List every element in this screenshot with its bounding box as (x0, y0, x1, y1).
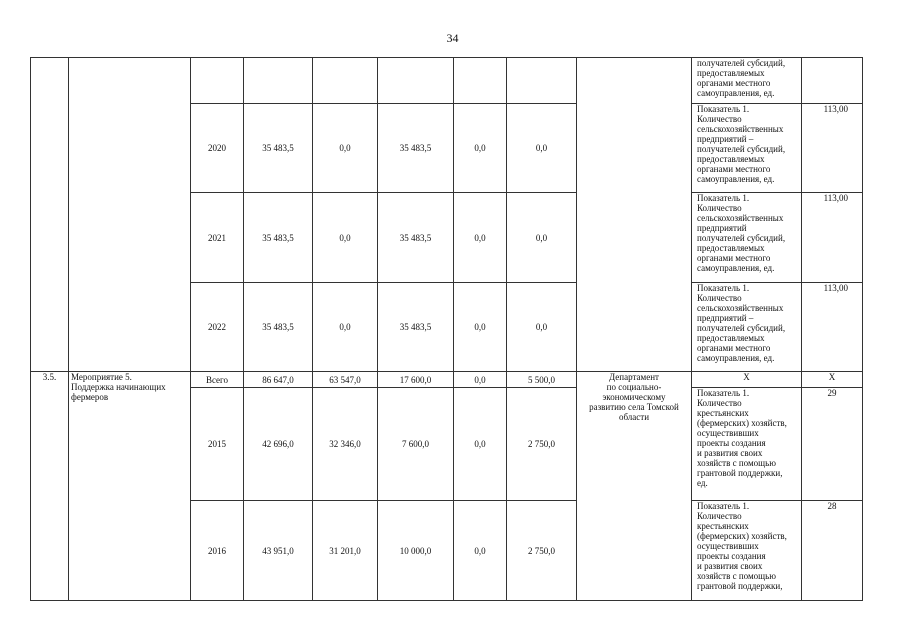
executor-cell (577, 58, 692, 372)
other-cell: 2 750,0 (507, 501, 577, 601)
indicator-cell: X (692, 372, 802, 388)
local-cell: 0,0 (454, 372, 507, 388)
indicator-value: 113,00 (802, 104, 863, 193)
total-cell: 35 483,5 (244, 193, 313, 283)
local-cell: 0,0 (454, 193, 507, 283)
other-cell: 5 500,0 (507, 372, 577, 388)
year-cell: 2015 (191, 388, 244, 501)
year-cell: 2022 (191, 283, 244, 372)
program-table (30, 57, 863, 601)
federal-cell: 0,0 (313, 104, 378, 193)
page-number: 34 (446, 31, 459, 45)
total-cell: 35 483,5 (244, 104, 313, 193)
federal-cell: 63 547,0 (313, 372, 378, 388)
total-cell: 42 696,0 (244, 388, 313, 501)
local-cell: 0,0 (454, 501, 507, 601)
year-cell: 2020 (191, 104, 244, 193)
local-cell: 0,0 (454, 388, 507, 501)
total-cell: 35 483,5 (244, 283, 313, 372)
regional-cell: 35 483,5 (378, 283, 454, 372)
table-row (31, 372, 863, 388)
regional-cell: 35 483,5 (378, 193, 454, 283)
other-cell: 0,0 (507, 104, 577, 193)
indicator-cell: Показатель 1. Количество сельскохозяйственных предприятий – получателей субсидий, предоставляемых органами местного самоуправления, ед. (692, 104, 802, 193)
num-cell: 3.5. (31, 372, 69, 601)
year-cell: 2016 (191, 501, 244, 601)
indicator-cell: Показатель 1. Количество крестьянских (фермерских) хозяйств, осуществивших проекты создания и развития своих хозяйств с помощью грантовой поддержки, (692, 501, 802, 601)
local-cell: 0,0 (454, 283, 507, 372)
other-cell: 0,0 (507, 193, 577, 283)
other-cell: 0,0 (507, 283, 577, 372)
indicator-value: 113,00 (802, 193, 863, 283)
indicator-cell: Показатель 1. Количество сельскохозяйственных предприятий получателей субсидий, предоставляемых органами местного самоуправления, ед. (692, 193, 802, 283)
indicator-value: 29 (802, 388, 863, 501)
num-cell (31, 58, 69, 372)
indicator-value: 28 (802, 501, 863, 601)
name-cell (69, 58, 191, 372)
executor-cell: Департамент по социально- экономическому развитию села Томской области (577, 372, 692, 601)
indicator-value: X (802, 372, 863, 388)
other-cell: 2 750,0 (507, 388, 577, 501)
total-cell: 43 951,0 (244, 501, 313, 601)
federal-cell: 0,0 (313, 193, 378, 283)
local-cell: 0,0 (454, 104, 507, 193)
federal-cell: 0,0 (313, 283, 378, 372)
federal-cell: 31 201,0 (313, 501, 378, 601)
regional-cell: 17 600,0 (378, 372, 454, 388)
year-cell: 2021 (191, 193, 244, 283)
table-row (31, 58, 863, 104)
indicator-value (802, 58, 863, 104)
indicator-value: 113,00 (802, 283, 863, 372)
regional-cell: 35 483,5 (378, 104, 454, 193)
indicator-cell: получателей субсидий, предоставляемых органами местного самоуправления, ед. (692, 58, 802, 104)
name-cell: Мероприятие 5. Поддержка начинающих фермеров (69, 372, 191, 601)
indicator-cell: Показатель 1. Количество крестьянских (фермерских) хозяйств, осуществивших проекты создания и развития своих хозяйств с помощью грантовой поддержки, ед. (692, 388, 802, 501)
year-cell: Всего (191, 372, 244, 388)
indicator-cell: Показатель 1. Количество сельскохозяйственных предприятий – получателей субсидий, предоставляемых органами местного самоуправления, ед. (692, 283, 802, 372)
regional-cell: 10 000,0 (378, 501, 454, 601)
total-cell: 86 647,0 (244, 372, 313, 388)
federal-cell: 32 346,0 (313, 388, 378, 501)
regional-cell: 7 600,0 (378, 388, 454, 501)
